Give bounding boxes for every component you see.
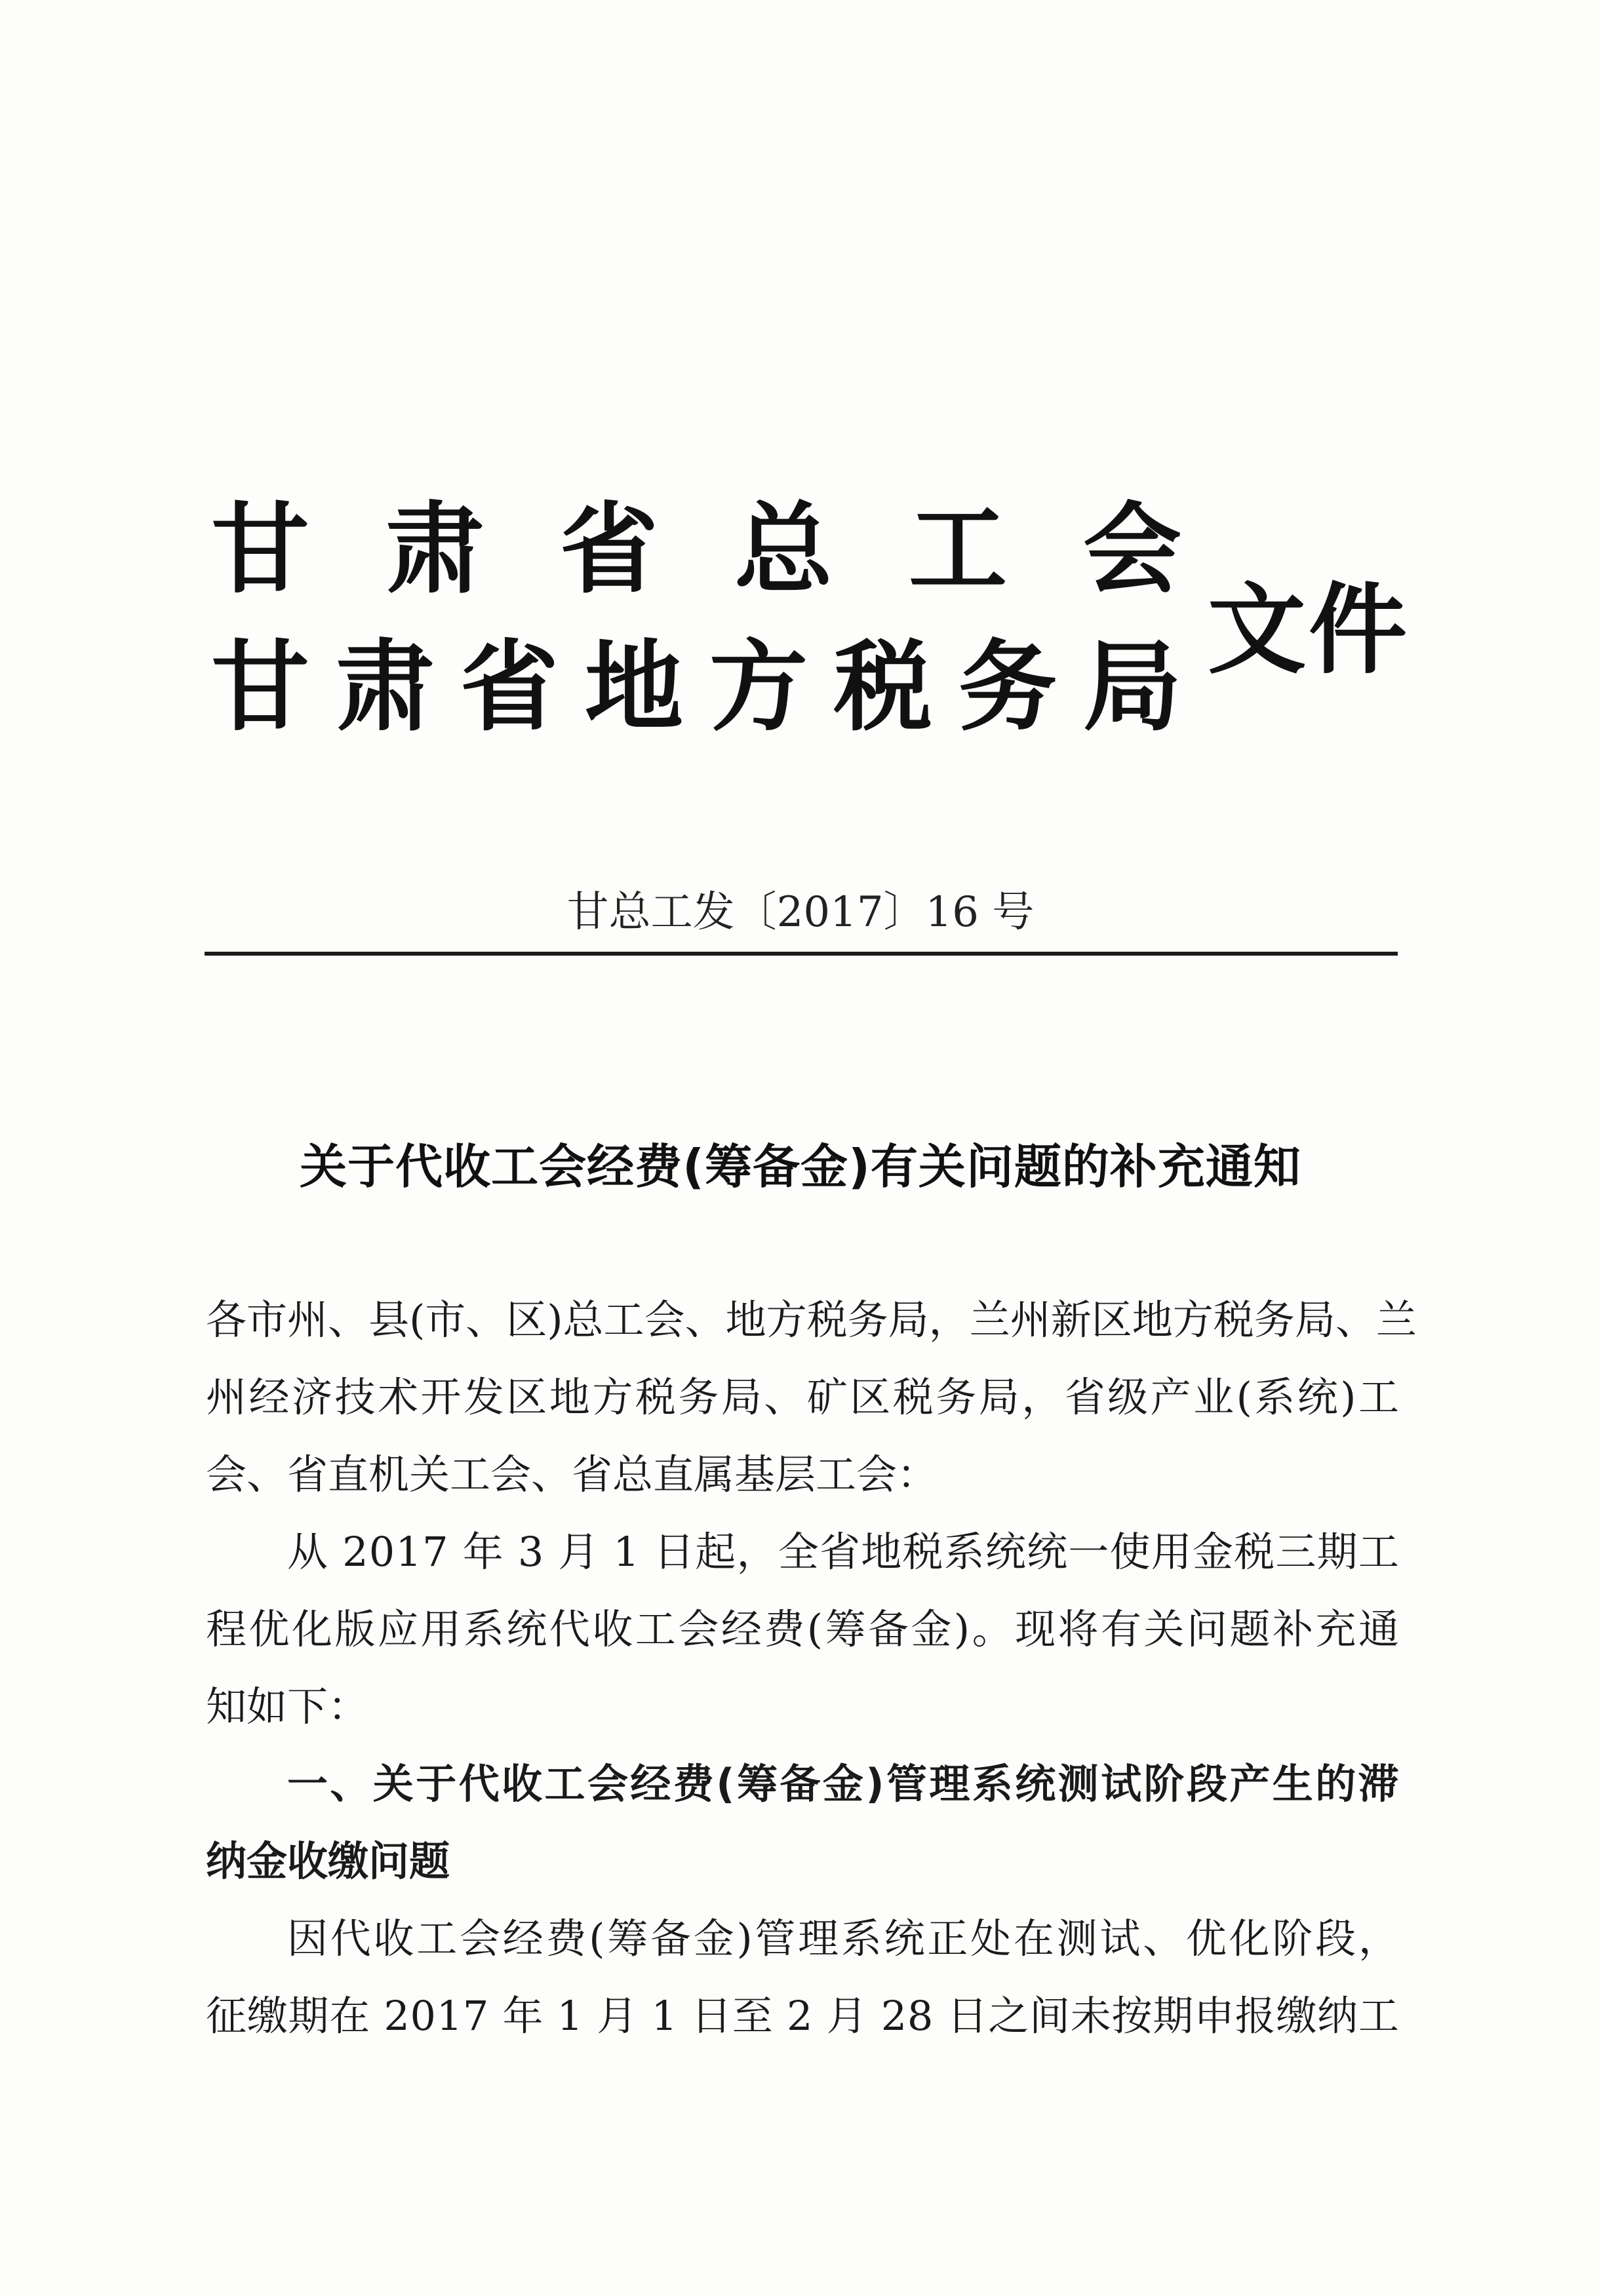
intro-line: 知如下： [206, 1683, 369, 1730]
issuer-char: 肃 [336, 631, 435, 745]
issuer-char: 肃 [385, 493, 484, 607]
document-body [206, 1281, 1417, 2055]
issuer-char: 方 [709, 631, 808, 745]
issuer-char: 地 [585, 631, 684, 745]
paragraph-line: 征 缴 期 在 2 0 1 7 年 1 月 1 日 至 2 月 2 8 日 之 间 未 按 期 申 报 缴 纳 工 [206, 1992, 1399, 2040]
issuer-char: 省 [460, 631, 559, 745]
issuer-char: 会 [1083, 493, 1182, 607]
issuer-line-tax-bureau [211, 616, 1182, 745]
issuer-char: 务 [959, 631, 1057, 745]
document-number: 甘总工发〔2017〕16 号 [566, 888, 1035, 937]
issuer-char: 总 [734, 493, 833, 607]
doc-type-label: 文件 [1208, 574, 1410, 688]
header-divider [205, 952, 1398, 956]
issuer-header [211, 478, 1410, 745]
section-heading: 一 、 关 于 代 收 工 会 经 费 ( 筹 备 金 ) 管 理 系 统 测 试 阶 段 产 生 的 滞 [287, 1760, 1399, 1808]
issuer-char: 工 [909, 493, 1008, 607]
issuer-char: 甘 [211, 631, 310, 745]
intro-line: 程 优 化 版 应 用 系 统 代 收 工 会 经 费 ( 筹 备 金 ) 。 现 将 有 关 问 题 补 充 通 [206, 1605, 1399, 1653]
section-heading: 纳金收缴问题 [206, 1837, 450, 1885]
issuer-char: 税 [834, 631, 933, 745]
issuer-char: 省 [560, 493, 659, 607]
issuer-line-union [211, 478, 1182, 607]
addressee-line: 会、省直机关工会、省总直属基层工会： [206, 1450, 938, 1498]
addressee-line: 各 市 州 、 县 ( 市 、 区 ) 总 工 会 、 地 方 税 务 局 ， 兰 州 新 区 地 方 税 务 局 、 兰 [206, 1296, 1417, 1344]
issuer-char: 局 [1083, 631, 1182, 745]
issuer-char: 甘 [211, 493, 310, 607]
paragraph-line: 因 代 收 工 会 经 费 ( 筹 备 金 ) 管 理 系 统 正 处 在 测 试 、 优 化 阶 段 ， [287, 1915, 1399, 1962]
addressee-line: 州 经 济 技 术 开 发 区 地 方 税 务 局 、 矿 区 税 务 局 ， 省 级 产 业 ( 系 统 ) 工 [206, 1373, 1399, 1421]
intro-line: 从 2 0 1 7 年 3 月 1 日 起 ， 全 省 地 税 系 统 统 一 使 用 金 税 三 期 工 [287, 1528, 1399, 1576]
document-title: 关于代收工会经费(筹备金)有关问题的补充通知 [300, 1139, 1301, 1194]
